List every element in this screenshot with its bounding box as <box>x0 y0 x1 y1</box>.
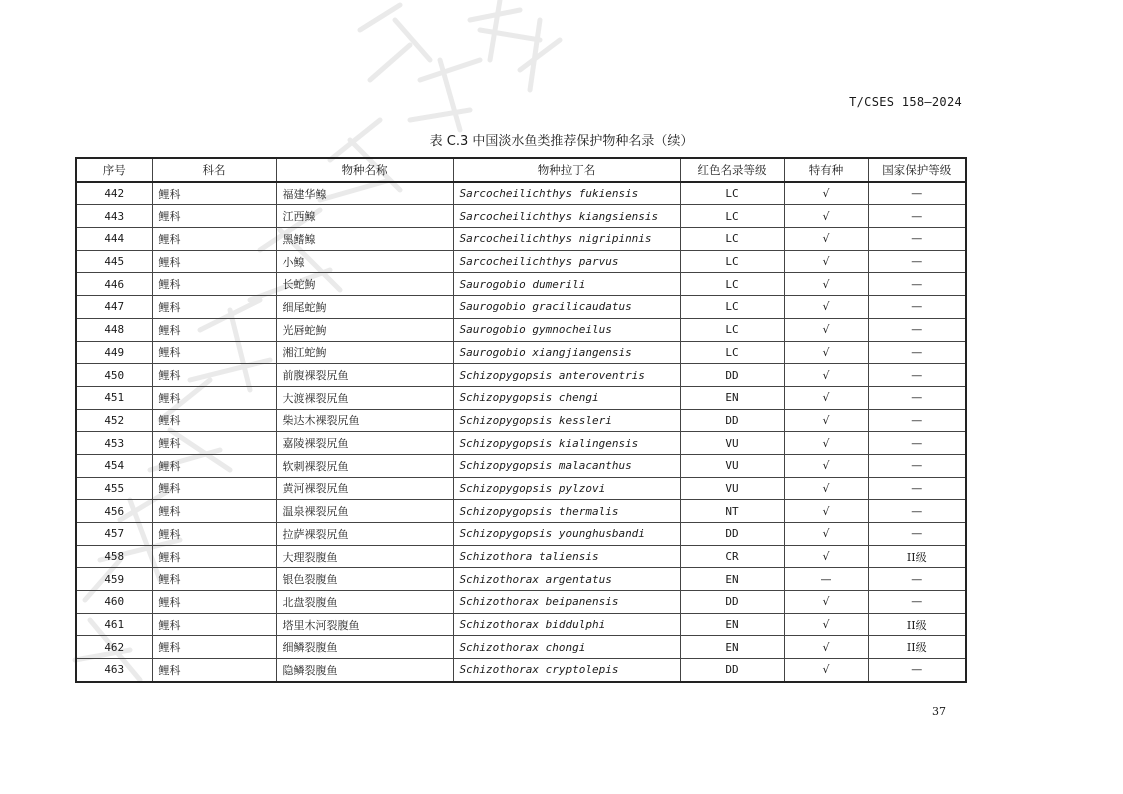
table-row <box>76 341 966 364</box>
column-header-latin: 物种拉丁名 <box>453 158 680 182</box>
cell-redlist: LC <box>680 273 784 296</box>
cell-number: 452 <box>76 409 152 432</box>
cell-protection: II级 <box>868 545 966 568</box>
cell-latin-name: Schizothorax argentatus <box>453 568 680 591</box>
cell-protection: — <box>868 568 966 591</box>
cell-number: 448 <box>76 318 152 341</box>
table-row <box>76 659 966 682</box>
cell-number: 453 <box>76 432 152 455</box>
cell-redlist: VU <box>680 454 784 477</box>
cell-redlist: EN <box>680 568 784 591</box>
cell-latin-name: Schizopygopsis malacanthus <box>453 454 680 477</box>
column-header-protection: 国家保护等级 <box>868 158 966 182</box>
table-row <box>76 182 966 205</box>
cell-family: 鲤科 <box>152 591 276 614</box>
cell-latin-name: Schizothorax cryptolepis <box>453 659 680 682</box>
species-table <box>75 157 967 683</box>
cell-endemic: √ <box>784 296 868 319</box>
cell-family: 鲤科 <box>152 545 276 568</box>
cell-latin-name: Schizopygopsis kialingensis <box>453 432 680 455</box>
cell-number: 446 <box>76 273 152 296</box>
table-row <box>76 500 966 523</box>
column-header-family: 科名 <box>152 158 276 182</box>
table-row <box>76 636 966 659</box>
cell-species-name: 嘉陵裸裂尻鱼 <box>276 432 453 455</box>
cell-endemic: √ <box>784 273 868 296</box>
cell-redlist: LC <box>680 205 784 228</box>
cell-latin-name: Schizothorax biddulphi <box>453 613 680 636</box>
cell-number: 462 <box>76 636 152 659</box>
cell-redlist: LC <box>680 182 784 205</box>
cell-protection: — <box>868 409 966 432</box>
cell-number: 444 <box>76 228 152 251</box>
table-row <box>76 386 966 409</box>
cell-latin-name: Saurogobio xiangjiangensis <box>453 341 680 364</box>
cell-species-name: 大理裂腹鱼 <box>276 545 453 568</box>
cell-protection: — <box>868 500 966 523</box>
cell-latin-name: Schizothora taliensis <box>453 545 680 568</box>
cell-protection: II级 <box>868 613 966 636</box>
cell-species-name: 拉萨裸裂尻鱼 <box>276 523 453 546</box>
table-row <box>76 432 966 455</box>
cell-redlist: LC <box>680 250 784 273</box>
cell-species-name: 塔里木河裂腹鱼 <box>276 613 453 636</box>
cell-family: 鲤科 <box>152 454 276 477</box>
cell-family: 鲤科 <box>152 386 276 409</box>
cell-latin-name: Schizothorax beipanensis <box>453 591 680 614</box>
cell-endemic: √ <box>784 659 868 682</box>
cell-species-name: 长蛇鮈 <box>276 273 453 296</box>
table-row <box>76 250 966 273</box>
cell-family: 鲤科 <box>152 205 276 228</box>
table-row <box>76 228 966 251</box>
cell-number: 443 <box>76 205 152 228</box>
table-title: 表 C.3 中国淡水鱼类推荐保护物种名录（续） <box>429 134 694 149</box>
table-row <box>76 454 966 477</box>
table-row <box>76 591 966 614</box>
cell-endemic: √ <box>784 409 868 432</box>
cell-species-name: 福建华鳈 <box>276 182 453 205</box>
table-row <box>76 613 966 636</box>
cell-latin-name: Schizopygopsis kessleri <box>453 409 680 432</box>
cell-species-name: 前腹裸裂尻鱼 <box>276 364 453 387</box>
cell-endemic: √ <box>784 500 868 523</box>
cell-redlist: CR <box>680 545 784 568</box>
cell-latin-name: Sarcocheilichthys parvus <box>453 250 680 273</box>
cell-species-name: 黑鳍鳈 <box>276 228 453 251</box>
cell-family: 鲤科 <box>152 500 276 523</box>
cell-number: 454 <box>76 454 152 477</box>
cell-protection: — <box>868 273 966 296</box>
cell-redlist: LC <box>680 228 784 251</box>
cell-family: 鲤科 <box>152 613 276 636</box>
cell-species-name: 黄河裸裂尻鱼 <box>276 477 453 500</box>
document-code: T/CSES 158—2024 <box>849 95 962 109</box>
cell-endemic: √ <box>784 477 868 500</box>
cell-protection: — <box>868 205 966 228</box>
cell-species-name: 隐鳞裂腹鱼 <box>276 659 453 682</box>
cell-species-name: 温泉裸裂尻鱼 <box>276 500 453 523</box>
cell-redlist: EN <box>680 613 784 636</box>
cell-protection: — <box>868 228 966 251</box>
cell-family: 鲤科 <box>152 523 276 546</box>
table-row <box>76 568 966 591</box>
cell-species-name: 大渡裸裂尻鱼 <box>276 386 453 409</box>
cell-family: 鲤科 <box>152 318 276 341</box>
cell-endemic: √ <box>784 591 868 614</box>
column-header-redlist: 红色名录等级 <box>680 158 784 182</box>
cell-endemic: √ <box>784 636 868 659</box>
table-header-row <box>76 158 966 182</box>
cell-species-name: 北盘裂腹鱼 <box>276 591 453 614</box>
cell-redlist: DD <box>680 364 784 387</box>
cell-protection: — <box>868 341 966 364</box>
cell-family: 鲤科 <box>152 636 276 659</box>
page-number: 37 <box>932 705 946 718</box>
cell-latin-name: Sarcocheilichthys fukiensis <box>453 182 680 205</box>
cell-redlist: EN <box>680 636 784 659</box>
cell-latin-name: Schizothorax chongi <box>453 636 680 659</box>
cell-family: 鲤科 <box>152 409 276 432</box>
cell-number: 450 <box>76 364 152 387</box>
cell-latin-name: Sarcocheilichthys nigripinnis <box>453 228 680 251</box>
cell-number: 447 <box>76 296 152 319</box>
cell-number: 449 <box>76 341 152 364</box>
cell-protection: — <box>868 386 966 409</box>
cell-endemic: √ <box>784 318 868 341</box>
cell-species-name: 湘江蛇鮈 <box>276 341 453 364</box>
cell-species-name: 细鳞裂腹鱼 <box>276 636 453 659</box>
cell-family: 鲤科 <box>152 477 276 500</box>
table-row <box>76 409 966 432</box>
cell-number: 463 <box>76 659 152 682</box>
table-body <box>76 182 966 682</box>
cell-latin-name: Saurogobio gracilicaudatus <box>453 296 680 319</box>
table-row <box>76 273 966 296</box>
cell-number: 455 <box>76 477 152 500</box>
cell-redlist: NT <box>680 500 784 523</box>
cell-species-name: 光唇蛇鮈 <box>276 318 453 341</box>
cell-species-name: 细尾蛇鮈 <box>276 296 453 319</box>
cell-redlist: DD <box>680 659 784 682</box>
cell-latin-name: Sarcocheilichthys kiangsiensis <box>453 205 680 228</box>
cell-endemic: √ <box>784 341 868 364</box>
cell-species-name: 软刺裸裂尻鱼 <box>276 454 453 477</box>
cell-family: 鲤科 <box>152 432 276 455</box>
cell-family: 鲤科 <box>152 568 276 591</box>
cell-protection: — <box>868 432 966 455</box>
cell-endemic: √ <box>784 454 868 477</box>
cell-endemic: √ <box>784 523 868 546</box>
cell-number: 459 <box>76 568 152 591</box>
cell-family: 鲤科 <box>152 659 276 682</box>
cell-number: 460 <box>76 591 152 614</box>
cell-family: 鲤科 <box>152 228 276 251</box>
cell-family: 鲤科 <box>152 250 276 273</box>
cell-redlist: DD <box>680 409 784 432</box>
cell-redlist: EN <box>680 386 784 409</box>
cell-protection: — <box>868 523 966 546</box>
cell-family: 鲤科 <box>152 364 276 387</box>
cell-latin-name: Schizopygopsis chengi <box>453 386 680 409</box>
cell-endemic: √ <box>784 432 868 455</box>
cell-family: 鲤科 <box>152 182 276 205</box>
cell-protection: — <box>868 454 966 477</box>
cell-family: 鲤科 <box>152 296 276 319</box>
cell-number: 461 <box>76 613 152 636</box>
cell-number: 456 <box>76 500 152 523</box>
table-row <box>76 545 966 568</box>
cell-endemic: √ <box>784 364 868 387</box>
cell-species-name: 银色裂腹鱼 <box>276 568 453 591</box>
cell-endemic: √ <box>784 250 868 273</box>
cell-endemic: — <box>784 568 868 591</box>
cell-protection: — <box>868 182 966 205</box>
cell-endemic: √ <box>784 205 868 228</box>
table-row <box>76 364 966 387</box>
column-header-name: 物种名称 <box>276 158 453 182</box>
cell-number: 457 <box>76 523 152 546</box>
cell-endemic: √ <box>784 386 868 409</box>
cell-protection: — <box>868 591 966 614</box>
cell-protection: — <box>868 659 966 682</box>
cell-endemic: √ <box>784 613 868 636</box>
table-row <box>76 296 966 319</box>
cell-redlist: VU <box>680 477 784 500</box>
cell-redlist: LC <box>680 341 784 364</box>
cell-number: 458 <box>76 545 152 568</box>
column-header-endemic: 特有种 <box>784 158 868 182</box>
cell-latin-name: Saurogobio gymnocheilus <box>453 318 680 341</box>
column-header-no: 序号 <box>76 158 152 182</box>
cell-species-name: 江西鳈 <box>276 205 453 228</box>
cell-latin-name: Schizopygopsis younghusbandi <box>453 523 680 546</box>
cell-family: 鲤科 <box>152 273 276 296</box>
cell-redlist: LC <box>680 296 784 319</box>
table-row <box>76 205 966 228</box>
cell-protection: II级 <box>868 636 966 659</box>
cell-redlist: DD <box>680 591 784 614</box>
cell-redlist: LC <box>680 318 784 341</box>
cell-species-name: 柴达木裸裂尻鱼 <box>276 409 453 432</box>
cell-latin-name: Schizopygopsis anteroventris <box>453 364 680 387</box>
cell-number: 451 <box>76 386 152 409</box>
cell-number: 442 <box>76 182 152 205</box>
cell-latin-name: Schizopygopsis pylzovi <box>453 477 680 500</box>
cell-redlist: DD <box>680 523 784 546</box>
cell-number: 445 <box>76 250 152 273</box>
cell-species-name: 小鳈 <box>276 250 453 273</box>
table-row <box>76 523 966 546</box>
cell-redlist: VU <box>680 432 784 455</box>
cell-endemic: √ <box>784 228 868 251</box>
table-row <box>76 477 966 500</box>
cell-protection: — <box>868 477 966 500</box>
cell-protection: — <box>868 250 966 273</box>
cell-endemic: √ <box>784 545 868 568</box>
cell-protection: — <box>868 296 966 319</box>
cell-protection: — <box>868 364 966 387</box>
table-row <box>76 318 966 341</box>
cell-latin-name: Schizopygopsis thermalis <box>453 500 680 523</box>
cell-endemic: √ <box>784 182 868 205</box>
cell-family: 鲤科 <box>152 341 276 364</box>
cell-protection: — <box>868 318 966 341</box>
cell-latin-name: Saurogobio dumerili <box>453 273 680 296</box>
